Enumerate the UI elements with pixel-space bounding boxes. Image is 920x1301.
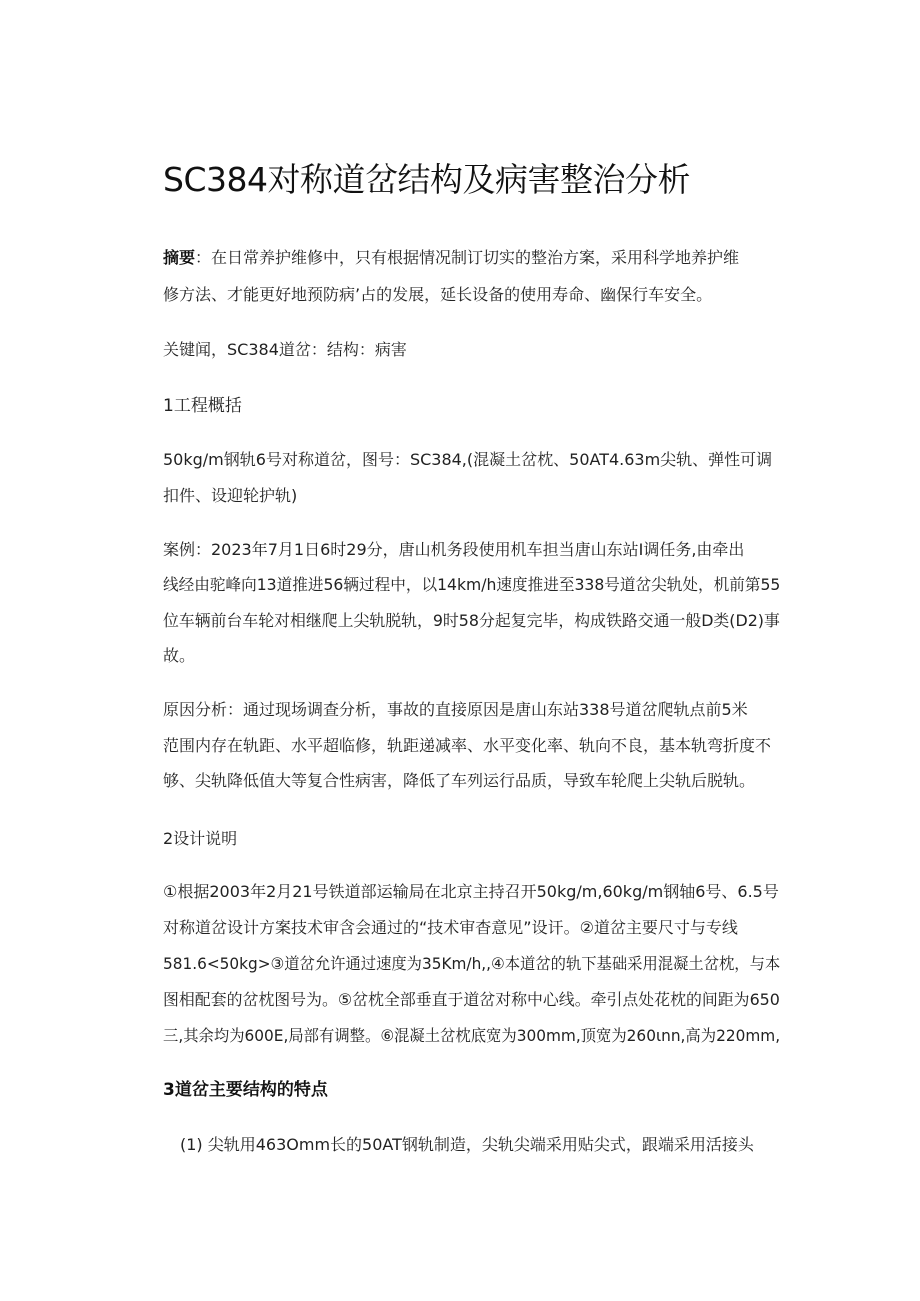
abstract-label: 摘要 — [163, 248, 196, 267]
abstract-text-1: ：在日常养护维修中，只有根据情况制订切实的整治方案，采用科学地养护维 — [195, 248, 740, 267]
case-line-1: 案例：2023年7月1日6时29分，唐山机务段使用机车担当唐山东站I调任务,由牵出 — [163, 540, 745, 559]
cause-line-2: 范围内存在轨距、水平超临修，轨距递减率、水平变化率、轨向不良，基本轨弯折度不 — [163, 736, 772, 755]
section-1-para-line-1: 50kg/m钢轨6号对称道岔，图号：SC384,(混凝土岔枕、50AT4.63m尖轨、弹性可调 — [163, 450, 773, 469]
section-3-item-1: (1) 尖轨用463Omm长的50AT钢轨制造，尖轨尖端采用贴尖式，跟端采用活接头 — [180, 1135, 754, 1154]
case-line-4: 故。 — [163, 646, 196, 665]
section-1-para-line-2: 扣件、设迎轮护轨) — [163, 486, 298, 505]
case-line-3: 位车辆前台车轮对相继爬上尖轨脱轨，9时58分起复完毕，构成铁路交通一般D类(D2)事 — [163, 611, 780, 630]
document-title: SC384对称道岔结构及病害整治分析 — [163, 160, 690, 199]
design-line-3: 581.6<50kg>③道岔允许通过速度为35Km/h,,④本道岔的轨下基础采用混凝土岔枕，与本 — [163, 954, 781, 973]
abstract-line-1 — [163, 249, 739, 267]
section-3-heading: 3道岔主要结构的特点 — [163, 1080, 328, 1100]
cause-line-3: 够、尖轨降低值大等复合性病害，降低了车列运行品质，导致车轮爬上尖轨后脱轨。 — [163, 771, 756, 790]
design-line-1: ①根据2003年2月21号铁道部运输局在北京主持召开50kg/m,60kg/m钢轴6号、6.5号 — [163, 882, 779, 901]
keywords: 关键闻，SC384道岔：结构：病害 — [163, 340, 407, 359]
section-2-heading: 2设计说明 — [163, 829, 238, 848]
abstract-line-2: 修方法、才能更好地预防病’占的发展，延长设备的使用寿命、幽保行车安全。 — [163, 285, 713, 304]
case-line-2: 线经由驼峰向13道推进56辆过程中，以14km/h速度推进至338号道岔尖轨处，机前第55 — [163, 575, 781, 594]
design-line-2: 对称道岔设计方案技术审含会通过的“技术审杳意见”设讦。②道岔主要尺寸与专线 — [163, 918, 738, 937]
cause-line-1: 原因分析：通过现场调查分析，事故的直接原因是唐山东站338号道岔爬轨点前5米 — [163, 700, 748, 719]
design-line-4: 图相配套的岔枕图号为。⑤岔枕全部垂直于道岔对称中心线。牵引点处花枕的间距为650 — [163, 990, 780, 1009]
design-line-5: 三,其余均为600E,局部有调整。⑥混凝土岔枕底宽为300mm,顶宽为260ιnn,高为220mm, — [163, 1026, 781, 1045]
section-1-heading: 1工程概括 — [163, 396, 242, 416]
